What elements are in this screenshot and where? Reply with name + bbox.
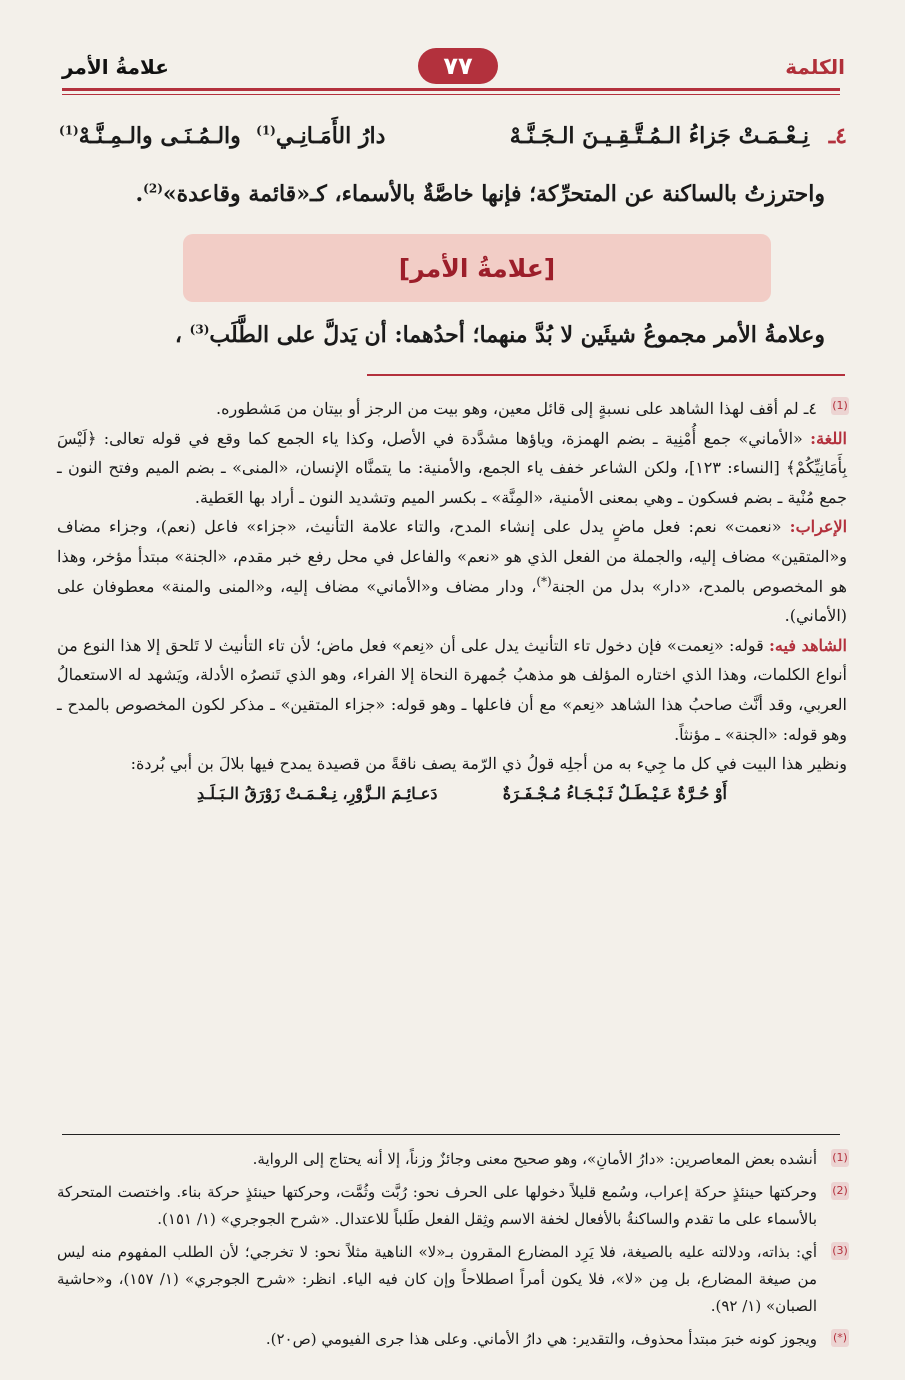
footnote-ref[interactable]: (2): [143, 181, 163, 196]
commentary-block: [57, 394, 847, 808]
poem-number: ٤ـ: [828, 123, 847, 149]
poem-line: [57, 123, 847, 163]
poem-hemistich-first: نِـعْـمَـتْ جَزاءُ الـمُـتَّـقِـيـنَ الـجَـنَّـهْ: [509, 123, 809, 149]
quoted-verse: [57, 779, 847, 809]
footnote-marker: (3): [831, 1242, 849, 1260]
footnote-marker: (*): [831, 1329, 849, 1347]
footnotes: [57, 1146, 847, 1359]
section-title-box: [183, 234, 771, 302]
shahid-text: قوله: «نِعمت» فإن دخول تاء التأنيث يدل على أن «نِعم» فعل ماض؛ لأن تاء التأنيث لا تَلحق إلا هذا النوع من أنواع الكلمات، وهذا الذي اختاره المؤلف هو مذهبُ جُمهرة النحاة إلا الفراء، وهو الذي تَنصرُه الأدلة، ويَشهد له الاستعمالُ العربي، وقد أنَّث صاحبُ هذا الشاهد «نِعم» مع أن فاعلها ـ وهو قوله: «جزاء المتقين» ـ مذكر لكون المخصوص بالمدح ـ وهو قوله: «الجنة» ـ مؤنثاً.: [57, 635, 847, 744]
commentary-marker: (1): [831, 397, 849, 415]
amr-text: وعلامةُ الأمر مجموعُ شيئَين لا بُدَّ منهما؛ أحدُهما: أن يَدلَّ على الطَّلَب: [209, 322, 825, 348]
running-head-chapter: علامةُ الأمر: [62, 55, 169, 79]
footnote-marker: (2): [831, 1182, 849, 1200]
poem-hemistich-second-b: والـمُـنَـى والـمِـنَّـهْ: [78, 123, 241, 149]
irab-label: الإعراب:: [789, 517, 848, 537]
footnote-ref[interactable]: (*): [536, 574, 552, 589]
footnote-marker: (1): [831, 1149, 849, 1167]
irab-paragraph: [57, 512, 847, 630]
footnote-ref[interactable]: (1): [59, 123, 79, 138]
header-rule: [62, 88, 840, 91]
footnote-ref[interactable]: (1): [256, 123, 276, 138]
amr-paragraph: [65, 322, 825, 348]
lugha-text: «الأماني» جمع أُمْنِية ـ بضم الهمزة، وياؤها مشدَّدة في الأصل، وكذا ياء الجمع كما وقع في قوله تعالى: ﴿لَيْسَ بِأَمَانِيِّكُمْ﴾ [النساء: ١٢٣]، ولكن الشاعر خفف ياء الجمع، والأمنية: ما يتمنَّاه الإنسان، «المنى» ـ بضم الميم وفتح النون ـ جمع مُنْية ـ بضم فسكون ـ وهي بمعنى الأمنية، «المِنَّة» ـ بكسر الميم وتشديد النون ـ أراد بها العَطية.: [57, 428, 847, 507]
nazir-paragraph: ونظير هذا البيت في كل ما جِيء به من أجلِه قولُ ذي الرّمة يصف ناقةً من قصيدة يمدح فيها بلالَ بن أبي بُردة:: [130, 754, 847, 774]
lugha-label: اللغة:: [810, 428, 847, 448]
footnote-text: وحركتها حينئذٍ حركة إعراب، وسُمع قليلاً دخولها على الحرف نحو: رُبَّت وثُمَّت، وحركتها حينئذٍ حركة بناء. واختصت المتحركة بالأسماء على ما تقدم والساكنةُ بالأفعال لخفة الاسم وثِقل الفعل طَلباً للاعتدال. «شرح الجوجري» (١/ ١٥١).: [57, 1183, 817, 1228]
shahid-paragraph: [57, 631, 847, 749]
lugha-paragraph: [57, 424, 847, 513]
footnote-star: [57, 1326, 847, 1353]
footnote-text: ويجوز كونه خبرَ مبتدأ محذوف، والتقدير: هي دارُ الأماني. وعلى هذا جرى الفيومي (ص٢٠).: [265, 1330, 817, 1348]
poem-hemistich-second: [59, 123, 385, 149]
irab-text: «نعمت» نعم: فعل ماضٍ يدل على إنشاء المدح، والتاء علامة التأنيث، «جزاء» فاعل (نعم)، وجزاء مضاف و«المتقين» مضاف إليه، والجملة من الفعل الذي هو «نعم» والفاعل في محل رفع خبر مقدم، «الجنة» مبتدأ مؤخر، وهذا هو المخصوص بالمدح، «دار» بدل من الجنة: [57, 517, 847, 596]
commentary-separator: [367, 374, 845, 376]
footnote-1: [57, 1146, 847, 1173]
footnote-3: [57, 1239, 847, 1320]
shahid-label: الشاهد فيه:: [769, 635, 847, 655]
footnote-2: [57, 1179, 847, 1233]
commentary-intro: ٤ـ لم أقف لهذا الشاهد على نسبةٍ إلى قائل معين، وهو بيت من الرجز أو بيتان من مَشطوره.: [216, 399, 817, 418]
section-title: [علامةُ الأمر]: [398, 253, 556, 283]
poem-hemistich-second-a: دارُ الأَمَـانِـي: [275, 123, 386, 149]
irab-text-2: ، ودار مضاف و«الأماني» مضاف إليه، و«المنى والمنة» معطوفان على (الأماني).: [57, 576, 847, 626]
exclusion-paragraph: [65, 181, 825, 207]
header-rule-thin: [62, 94, 840, 95]
amr-end: ،: [174, 322, 182, 348]
exclusion-text: واحترزتُ بالساكنة عن المتحرِّكة؛ فإنها خاصَّةٌ بالأسماء، كـ«قائمة وقاعدة»: [162, 181, 825, 207]
footnote-ref[interactable]: (3): [189, 322, 210, 337]
verse-second-hemistich: دَعـائِـمَ الـزَّوْرِ، نِـعْـمَـتْ زَوْرَقُ الـبَـلَـدِ: [197, 783, 438, 803]
verse-first-hemistich: أَوْ حُـرَّةٌ عَـيْـطَـلٌ ثَـبْـجَـاءُ مُـجْـفَـرَةٌ: [502, 783, 727, 803]
footnote-text: أي: بذاته، ودلالته عليه بالصيغة، فلا يَرِد المضارع المقرون بـ«لا» الناهية مثلاً نحو: لا تخرجي؛ لأن الطلب المفهوم منه ليس من صيغة المضارع، بل مِن «لا»، فلا يكون أمراً اصطلاحاً وإن كان فيه الياء. انظر: «شرح الجوجري» (١/ ١٥٧)، و«حاشية الصبان» (١/ ٩٢).: [57, 1243, 817, 1315]
footnote-separator: [62, 1134, 840, 1135]
page-number-badge: ٧٧: [418, 48, 498, 84]
running-head-section: الكلمة: [785, 55, 845, 79]
exclusion-end: .: [135, 181, 144, 207]
footnote-text: أنشده بعض المعاصرين: «دارُ الأمانِ»، وهو صحيح معنى وجائزٌ وزناً، إلا أنه يحتاج إلى الرواية.: [252, 1150, 817, 1168]
